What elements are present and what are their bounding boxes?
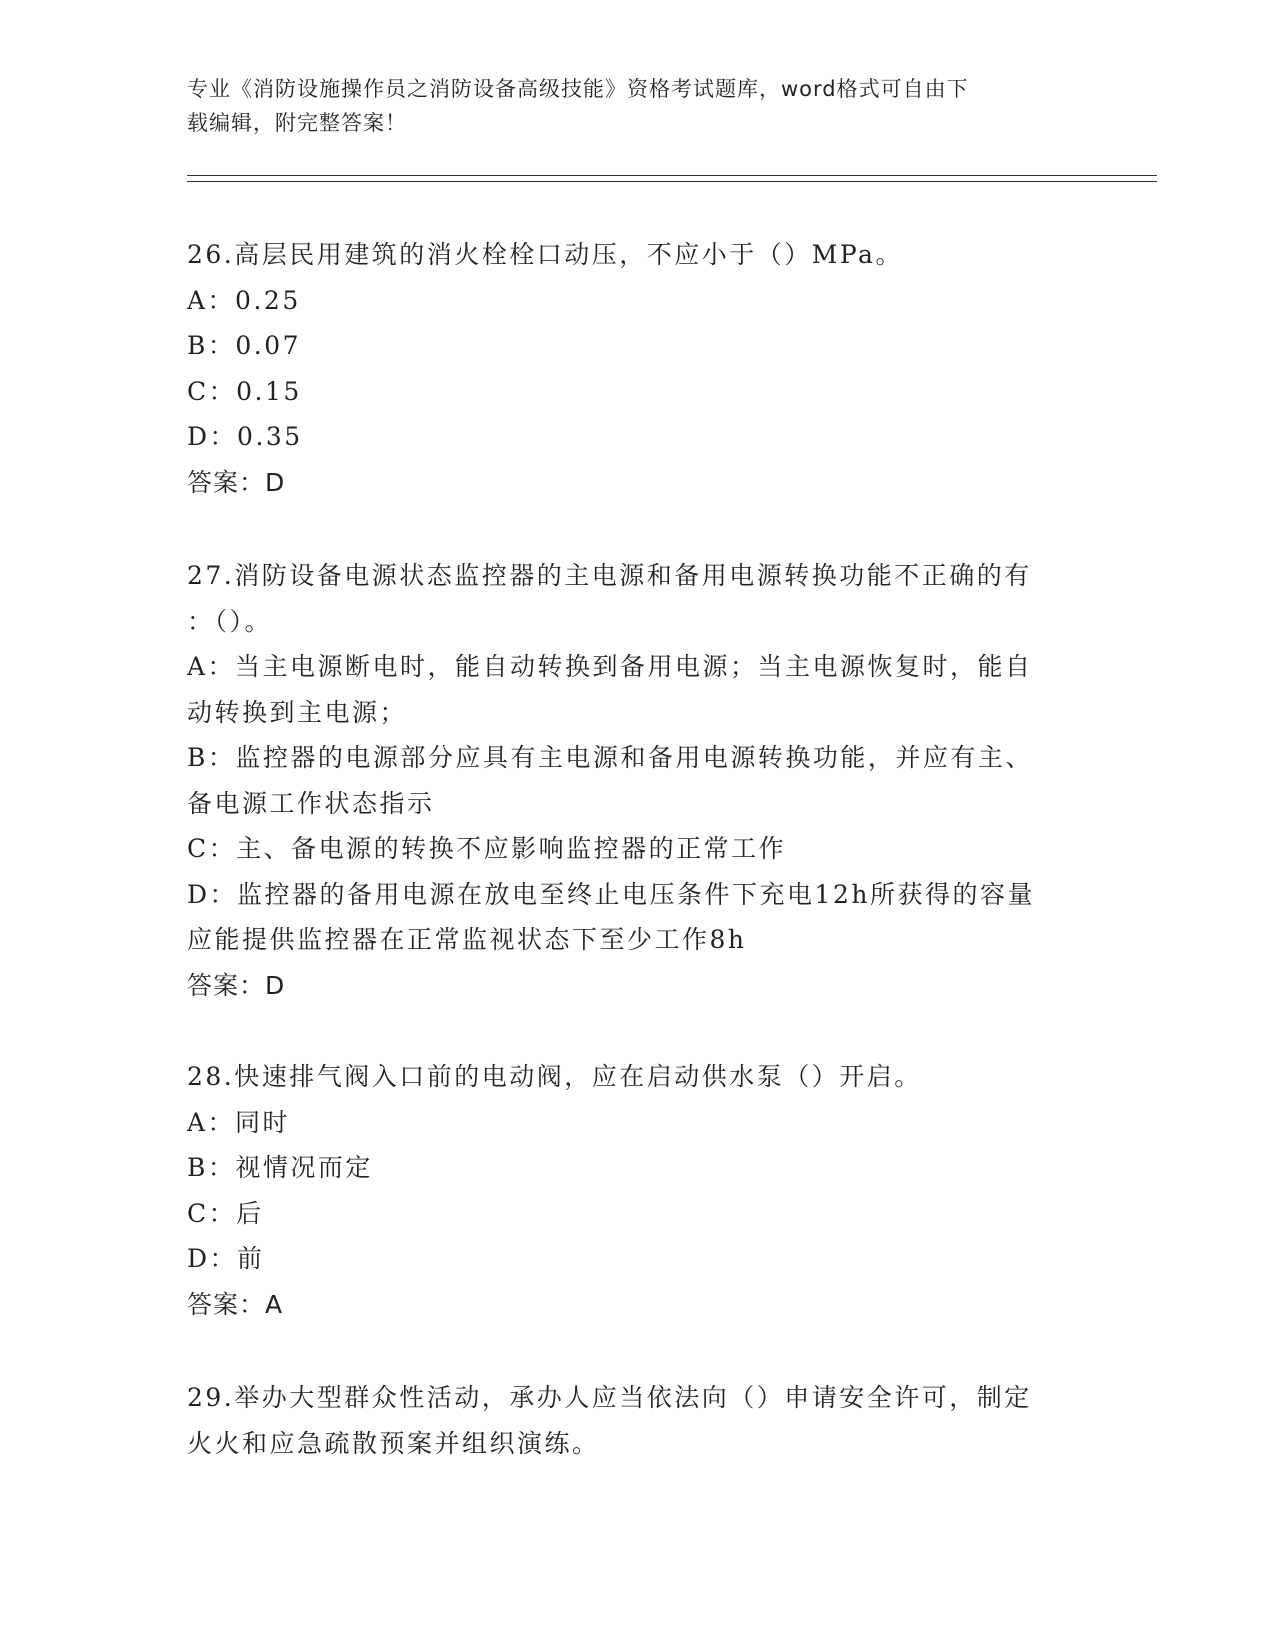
option-line: B：监控器的电源部分应具有主电源和备用电源转换功能，并应有主、 <box>187 743 1033 772</box>
question-29 <box>187 1375 1067 1466</box>
question-stem <box>187 1375 1067 1466</box>
option-line: 备电源工作状态指示 <box>187 788 435 818</box>
stem-line: 26.高层民用建筑的消火栓栓口动压，不应小于（）MPa。 <box>187 240 903 269</box>
header-divider-bottom <box>187 181 1157 182</box>
document-header <box>187 72 1067 140</box>
option-b <box>187 323 1067 369</box>
question-27 <box>187 553 1067 1008</box>
option-line: D：监控器的备用电源在放电至终止电压条件下充电12h所获得的容量 <box>187 879 1035 909</box>
option-line: 应能提供监控器在正常监视状态下至少工作8h <box>187 925 747 954</box>
stem-line: 火火和应急疏散预案并组织演练。 <box>187 1428 600 1458</box>
option-line: 动转换到主电源； <box>187 697 408 727</box>
question-stem <box>187 553 1067 644</box>
option-line: B：0.07 <box>187 331 302 360</box>
option-line: C：0.15 <box>187 376 302 406</box>
question-stem <box>187 1054 1067 1100</box>
question-26 <box>187 232 1067 505</box>
stem-line: 29.举办大型群众性活动，承办人应当依法向（）申请安全许可，制定 <box>187 1383 1032 1412</box>
option-b <box>187 1145 1067 1191</box>
header-line-2: 载编辑，附完整答案！ <box>187 111 407 135</box>
option-line: A：0.25 <box>187 285 301 315</box>
stem-line: 28.快速排气阀入口前的电动阀，应在启动供水泵（）开启。 <box>187 1062 922 1091</box>
option-d <box>187 414 1067 460</box>
stem-line: ：（）。 <box>187 606 273 636</box>
option-c <box>187 826 1067 872</box>
question-28 <box>187 1054 1067 1327</box>
option-line: A：当主电源断电时，能自动转换到备用电源；当主电源恢复时，能自 <box>187 652 1033 681</box>
option-d <box>187 872 1067 963</box>
option-a <box>187 644 1067 735</box>
option-a <box>187 278 1067 324</box>
option-line: C：后 <box>187 1198 264 1228</box>
answer-label: 答案：A <box>187 1289 284 1319</box>
option-b <box>187 735 1067 826</box>
option-line: A：同时 <box>187 1107 291 1137</box>
option-c <box>187 1191 1067 1237</box>
header-line-1: 专业《消防设施操作员之消防设备高级技能》资格考试题库，word格式可自由下 <box>187 77 969 101</box>
option-line: D：前 <box>187 1244 265 1273</box>
answer-label: 答案：D <box>187 970 286 1000</box>
option-line: B：视情况而定 <box>187 1153 373 1182</box>
option-line: D：0.35 <box>187 422 303 451</box>
stem-line: 27.消防设备电源状态监控器的主电源和备用电源转换功能不正确的有 <box>187 561 1032 590</box>
option-c <box>187 369 1067 415</box>
option-a <box>187 1100 1067 1146</box>
question-stem <box>187 232 1067 278</box>
header-divider-top <box>187 175 1157 176</box>
option-line: C：主、备电源的转换不应影响监控器的正常工作 <box>187 834 787 863</box>
option-d <box>187 1236 1067 1282</box>
answer-label: 答案：D <box>187 467 286 497</box>
